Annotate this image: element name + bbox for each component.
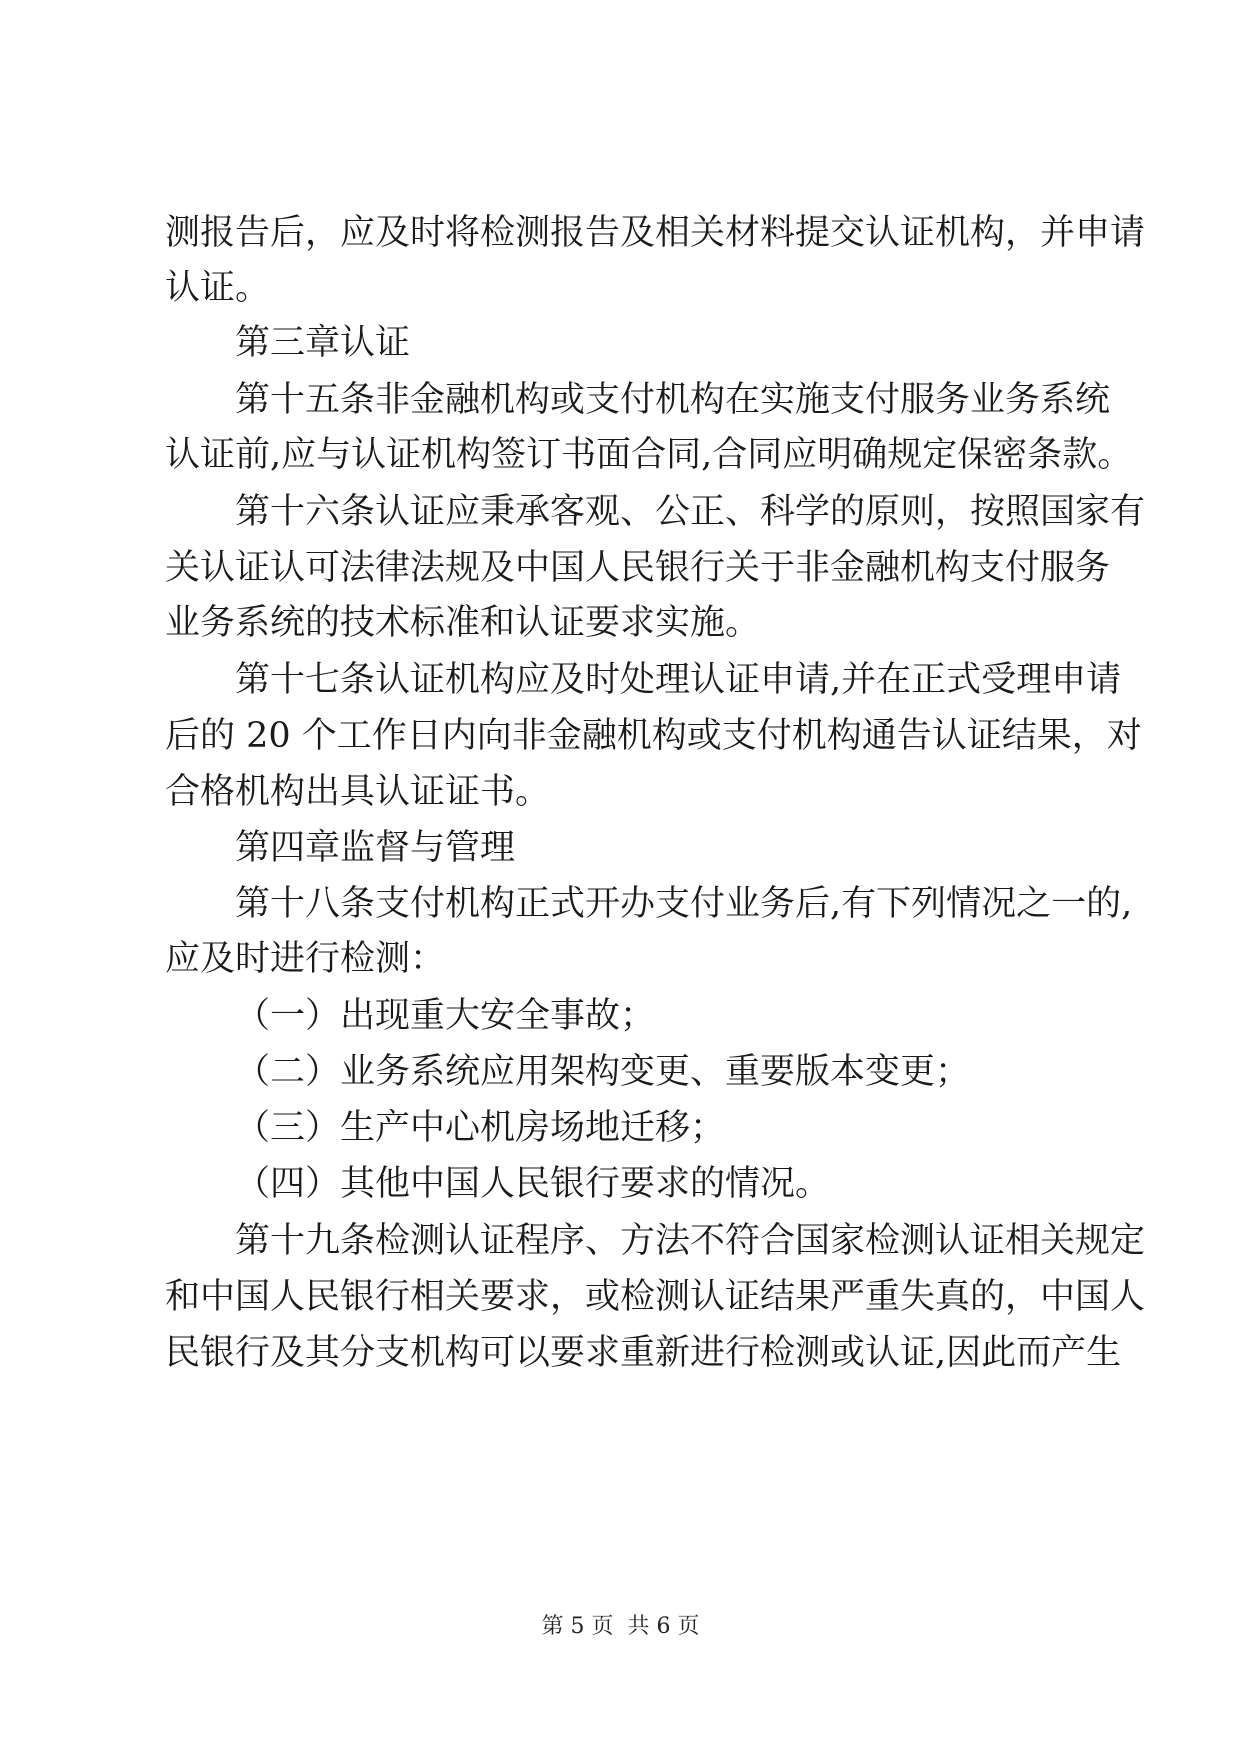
article-15-line-2: 认证前,应与认证机构签订书面合同,合同应明确规定保密条款。 <box>165 435 1133 475</box>
article-19-line-2: 和中国人民银行相关要求，或检测认证结果严重失真的，中国人 <box>165 1277 1146 1317</box>
article-17-line-2: 后的 20 个工作日内向非金融机构或支付机构通告认证结果，对 <box>165 716 1142 756</box>
article-17-line-3: 合格机构出具认证证书。 <box>165 772 551 812</box>
page-footer: 第 5 页 共 6 页 <box>541 1614 700 1639</box>
article-16-line-1: 第十六条认证应秉承客观、公正、科学的原则，按照国家有 <box>235 492 1146 532</box>
article-15-line-1: 第十五条非金融机构或支付机构在实施支付服务业务系统 <box>235 380 1111 420</box>
chapter-heading-4: 第四章监督与管理 <box>235 828 516 868</box>
list-item-1: （一）出现重大安全事故； <box>235 996 656 1036</box>
chapter-heading-3: 第三章认证 <box>235 323 411 363</box>
list-item-3: （三）生产中心机房场地迁移； <box>235 1108 726 1148</box>
article-17-line-1: 第十七条认证机构应及时处理认证申请,并在正式受理申请 <box>235 660 1122 700</box>
article-16-line-2: 关认证认可法律法规及中国人民银行关于非金融机构支付服务 <box>165 548 1111 588</box>
article-18-line-2: 应及时进行检测： <box>165 939 446 979</box>
list-item-4: （四）其他中国人民银行要求的情况。 <box>235 1164 831 1204</box>
list-item-2: （二）业务系统应用架构变更、重要版本变更； <box>235 1052 971 1092</box>
article-16-line-3: 业务系统的技术标准和认证要求实施。 <box>165 603 761 643</box>
body-line-2: 认证。 <box>165 268 271 308</box>
body-line-1: 测报告后，应及时将检测报告及相关材料提交认证机构，并申请 <box>165 213 1146 253</box>
article-19-line-1: 第十九条检测认证程序、方法不符合国家检测认证相关规定 <box>235 1221 1146 1261</box>
article-19-line-3: 民银行及其分支机构可以要求重新进行检测或认证,因此而产生 <box>165 1333 1122 1373</box>
article-18-line-1: 第十八条支付机构正式开办支付业务后,有下列情况之一的, <box>235 884 1133 924</box>
